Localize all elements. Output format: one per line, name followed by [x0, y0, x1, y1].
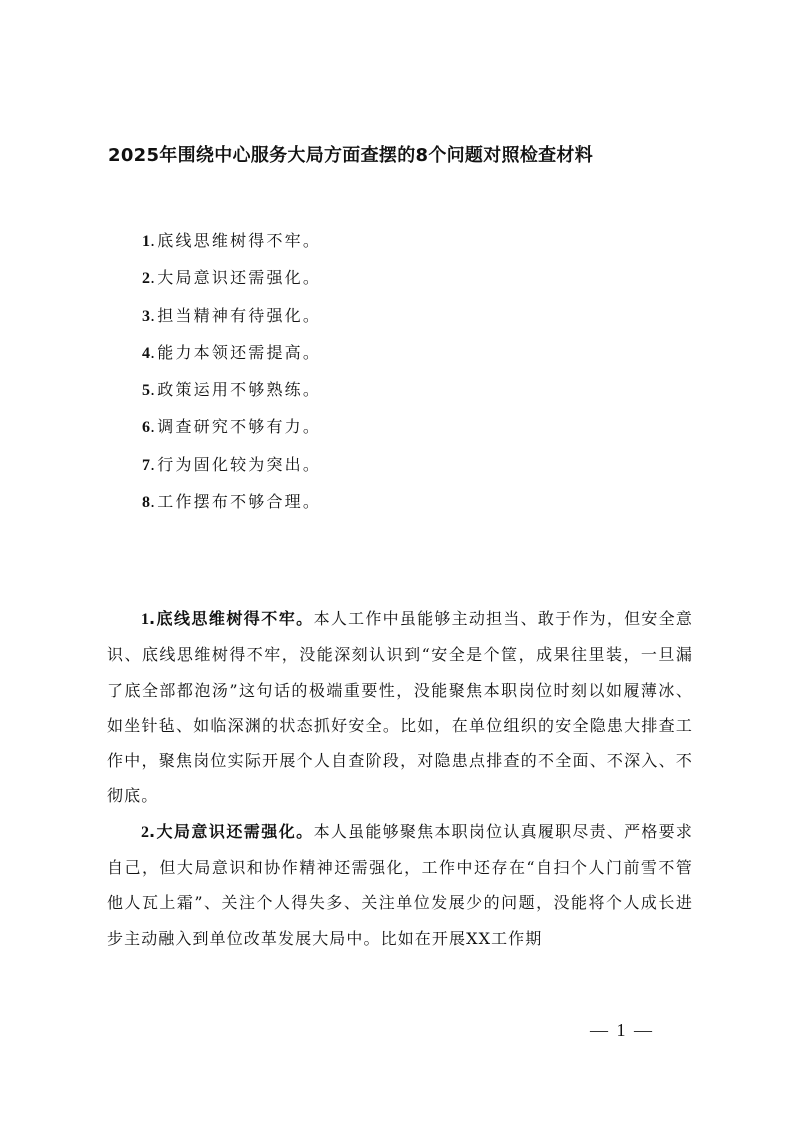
issue-list-item [142, 377, 321, 414]
page-number: — 1 — [590, 1020, 654, 1040]
issue-number: 6 [142, 419, 150, 437]
section-heading [141, 609, 314, 628]
section-number: 2 [141, 823, 149, 841]
section-paragraph [107, 601, 693, 814]
issue-text: .能力本领还需提高。 [150, 342, 322, 362]
issue-text: .大局意识还需强化。 [150, 268, 322, 288]
issue-number: 3 [142, 307, 150, 325]
section-number: 1 [141, 611, 149, 628]
issue-list-item [142, 340, 321, 377]
section-body-text: 本人虽能够聚焦本职岗位认真履职尽责、严格要求自己，但大局意识和协作精神还需强化，工作中还存在“自扫个人门前雪不管他人瓦上霜”、关注个人得失多、关注单位发展少的问题，没能将个人成长进步主动融入到单位改革发展大局中。比如在开展XX工作期 [107, 821, 693, 948]
document-body [107, 601, 693, 956]
issue-list-item [142, 303, 321, 340]
issue-list-item [142, 265, 321, 302]
issue-number: 7 [142, 456, 150, 474]
issue-list-item [142, 228, 321, 265]
section-heading-text: .大局意识还需强化。 [149, 821, 314, 841]
issue-list-item [142, 414, 321, 451]
issue-number: 4 [142, 344, 150, 362]
issue-text: .调查研究不够有力。 [150, 417, 322, 437]
section-body-text: 本人工作中虽能够主动担当、敢于作为，但安全意识、底线思维树得不牢，没能深刻认识到“安全是个筐，成果往里装，一旦漏了底全部都泡汤”这句话的极端重要性，没能聚焦本职岗位时刻以如履薄冰、如坐针毡、如临深渊的状态抓好安全。比如，在单位组织的安全隐患大排查工作中，聚焦岗位实际开展个人自查阶段，对隐患点排查的不全面、不深入、不彻底。 [107, 609, 693, 806]
issue-text: .行为固化较为突出。 [150, 454, 322, 474]
issue-list-item [142, 452, 321, 489]
issue-number: 8 [142, 494, 150, 512]
issue-text: .工作摆布不够合理。 [150, 492, 322, 512]
document-title: 2025年围绕中心服务大局方面查摆的8个问题对照检查材料 [108, 145, 594, 166]
section-paragraph [107, 814, 693, 956]
issue-text: .底线思维树得不牢。 [150, 231, 322, 250]
issue-number: 2 [142, 270, 150, 288]
section-heading-text: .底线思维树得不牢。 [149, 609, 314, 628]
issue-number: 5 [142, 382, 150, 400]
section-heading [141, 822, 314, 841]
issue-list [142, 228, 321, 526]
issue-text: .担当精神有待强化。 [150, 305, 322, 325]
issue-list-item [142, 489, 321, 526]
issue-text: .政策运用不够熟练。 [150, 380, 322, 400]
issue-number: 1 [142, 233, 150, 250]
